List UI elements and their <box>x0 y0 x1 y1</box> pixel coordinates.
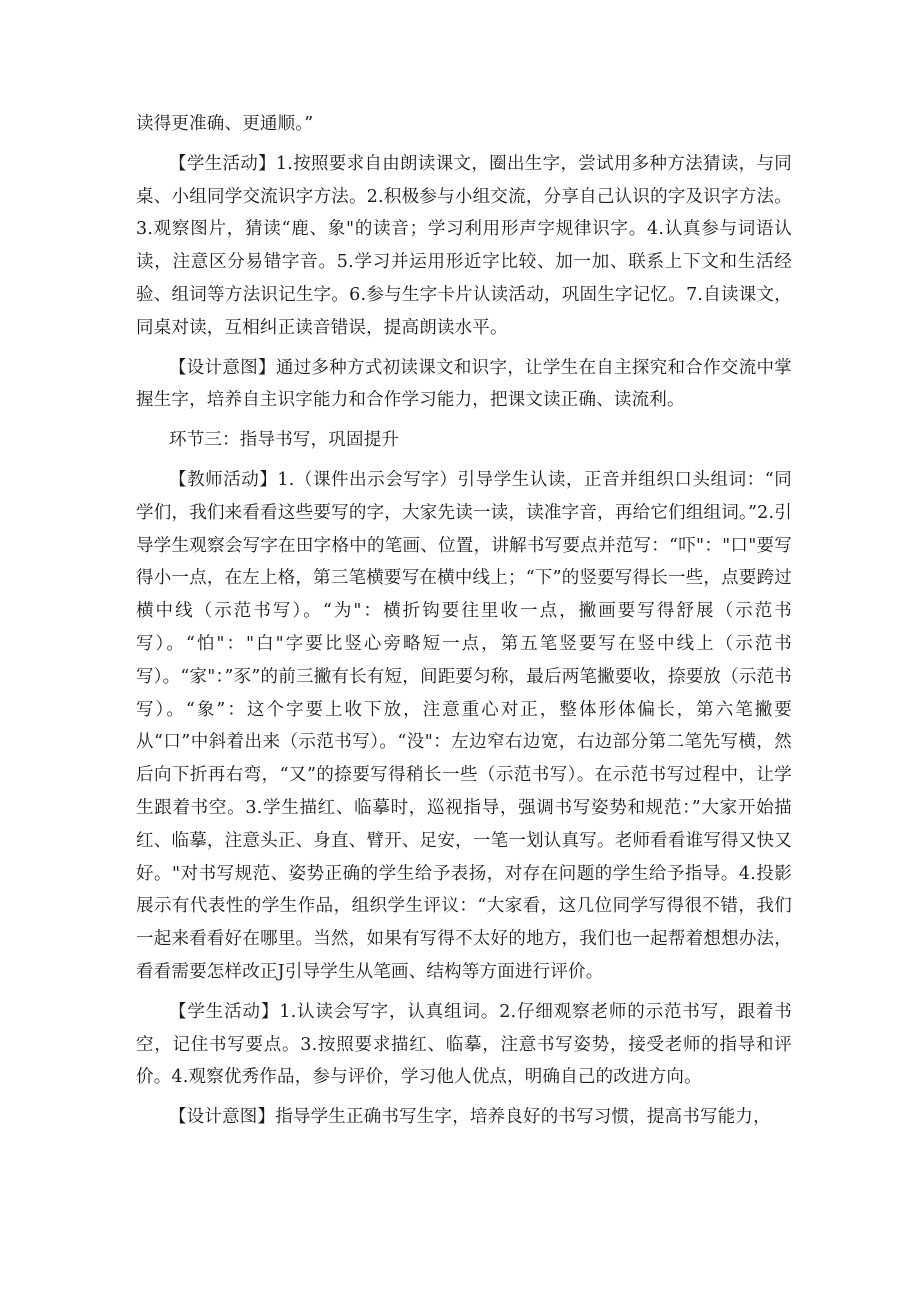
section-heading: 环节三：指导书写，巩固提升 <box>169 430 400 451</box>
paragraph-design-intent-2: 【设计意图】指导学生正确书写生字，培养良好的书写习惯，提高书写能力， <box>169 1107 771 1128</box>
paragraph-design-intent-1: 【设计意图】通过多种方式初读课文和识字，让学生在自主探究和合作交流中掌握生字，培养自主识字能力和合作学习能力，把课文读正确、读流利。 <box>136 357 792 411</box>
paragraph-continuation: 读得更准确、更通顺。” <box>136 114 314 134</box>
paragraph-teacher-activity: 【教师活动】1.（课件出示会写字）引导学生认读，正音并组织口头组词：“同学们，我们来看看这些要写的字，大家先读一读，读准字音，再给它们组组词。”2.引导学生观察会写字在田字格中的笔画、位置，讲解书写要点并范写：“吓"："口"要写得小一点，在左上格，第三笔横要写在横中线上；“下”的竖要写得长一些，点要跨过横中线（示范书写）。“为"：横折钩要往里收一点，撇画要写得舒展（示范书写）。“怕"："白"字要比竖心旁略短一点，第五笔竖要写在竖中线上（示范书写）。“家"：”豕”的前三撇有长有短，间距要匀称，最后两笔撇要收，捺要放（示范书写）。“象”：这个字要上收下放，注意重心对正，整体形体偏长，第六笔撇要从“口”中斜着出来（示范书写）。“没"：左边窄右边宽，右边部分第二笔先写横，然后向下折再右弯，“又”的捺要写得稍长一些（示范书写）。在示范书写过程中，让学生跟着书空。3.学生描红、临摹时，巡视指导，强调书写姿势和规范：”大家开始描红、临摹，注意头正、身直、臂开、足安，一笔一划认真写。老师看看谁写得又快又好。"对书写规范、姿势正确的学生给予表扬，对存在问题的学生给予指导。4.投影展示有代表性的学生作品，组织学生评议：“大家看，这几位同学写得很不错，我们一起来看看好在哪里。当然，如果有写得不太好的地方，我们也一起帮着想想办法，看看需要怎样改正J引导学生从笔画、结构等方面进行评价。 <box>136 469 792 982</box>
paragraph-student-activity-2: 【学生活动】1.认读会写字，认真组词。2.仔细观察老师的示范书写，跟着书空，记住书写要点。3.按照要求描红、临摹，注意书写姿势，接受老师的指导和评价。4.观察优秀作品，参与评价，学习他人优点，明确自己的改进方向。 <box>136 1001 792 1088</box>
document-page <box>136 108 792 1134</box>
paragraph-student-activity-1: 【学生活动】1.按照要求自由朗读课文，圈出生字，尝试用多种方法猜读，与同桌、小组同学交流识字方法。2.积极参与小组交流，分享自己认识的字及识字方法。3.观察图片，猜读“鹿、象"的读音；学习利用形声字规律识字。4.认真参与词语认读，注意区分易错字音。5.学习并运用形近字比较、加一加、联系上下文和生活经验、组词等方法识记生字。6.参与生字卡片认读活动，巩固生字记忆。7.自读课文，同桌对读，互相纠正读音错误，提高朗读水平。 <box>136 153 792 338</box>
